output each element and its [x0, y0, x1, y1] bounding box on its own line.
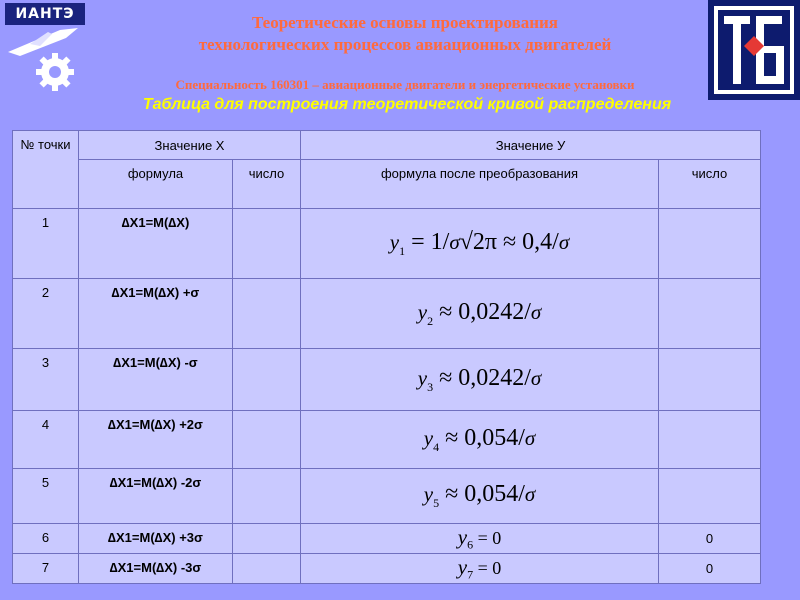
university-emblem — [708, 0, 800, 100]
x-number-cell — [233, 279, 301, 349]
table-row — [13, 349, 761, 411]
x-formula-cell: ∆Х1=М(∆Х) +2σ — [79, 411, 233, 469]
header-y-value: Значение У — [301, 131, 761, 160]
y-formula-cell — [301, 554, 659, 584]
table-row — [13, 469, 761, 524]
header-row-2 — [13, 160, 761, 209]
x-formula-cell: ∆Х1=М(∆Х) +σ — [79, 279, 233, 349]
row-number: 3 — [13, 349, 79, 411]
y-formula-cell — [301, 524, 659, 554]
title-line-1: Теоретические основы проектирования — [251, 13, 558, 32]
x-formula-cell: ∆Х1=М(∆Х) -2σ — [79, 469, 233, 524]
x-formula-cell: ∆Х1=М(∆Х) — [79, 209, 233, 279]
x-number-cell — [233, 411, 301, 469]
row-number: 2 — [13, 279, 79, 349]
emblem-icon — [708, 0, 800, 100]
header-point: № точки — [13, 131, 79, 209]
specialty-subtitle: Специальность 160301 – авиационные двигатели и энергетические установки — [175, 77, 635, 92]
x-number-cell — [233, 554, 301, 584]
y-formula-cell — [301, 469, 659, 524]
row-number: 6 — [13, 524, 79, 554]
formula-y1: $y_1 = 1/\sigma√2\pi \approx 0,4/\sigma$ — [389, 228, 570, 258]
table-row — [13, 554, 761, 584]
header-x-formula: формула — [79, 160, 233, 209]
y-number-cell — [659, 411, 761, 469]
row-number: 1 — [13, 209, 79, 279]
x-number-cell — [233, 349, 301, 411]
page-title — [100, 12, 710, 56]
table-row — [13, 411, 761, 469]
y-number-cell — [659, 349, 761, 411]
row-number: 4 — [13, 411, 79, 469]
table-row — [13, 524, 761, 554]
formula-y7: $y_7 = 0$ — [457, 554, 502, 582]
row-number: 7 — [13, 554, 79, 584]
x-number-cell — [233, 469, 301, 524]
x-number-cell — [233, 209, 301, 279]
formula-y6: $y_6 = 0$ — [457, 524, 502, 552]
x-formula-cell: ∆Х1=М(∆Х) +3σ — [79, 524, 233, 554]
x-formula-cell: ∆Х1=М(∆Х) -σ — [79, 349, 233, 411]
y-number-cell: 0 — [659, 524, 761, 554]
y-formula-cell — [301, 279, 659, 349]
institute-logo — [0, 0, 90, 100]
distribution-table — [12, 130, 761, 584]
airplane-gear-icon — [0, 0, 90, 100]
row-number: 5 — [13, 469, 79, 524]
formula-y2: $y_2 \approx 0,0242/\sigma$ — [417, 298, 542, 328]
title-line-2: технологических процессов авиационных двигателей — [198, 35, 612, 54]
header-y-formula: формула после преобразования — [301, 160, 659, 209]
y-number-cell — [659, 469, 761, 524]
header-x-number: число — [233, 160, 301, 209]
formula-y4: $y_4 \approx 0,054/\sigma$ — [423, 424, 536, 454]
y-number-cell — [659, 209, 761, 279]
formula-y3: $y_3 \approx 0,0242/\sigma$ — [417, 364, 542, 394]
table-row — [13, 209, 761, 279]
y-formula-cell — [301, 349, 659, 411]
section-title: Таблица для построения теоретической кривой распределения — [142, 96, 672, 113]
x-number-cell — [233, 524, 301, 554]
header-row-1 — [13, 131, 761, 160]
institute-logo-label: ИАНТЭ — [5, 3, 85, 25]
y-number-cell — [659, 279, 761, 349]
x-formula-cell: ∆Х1=М(∆Х) -3σ — [79, 554, 233, 584]
y-number-cell: 0 — [659, 554, 761, 584]
table-row — [13, 279, 761, 349]
y-formula-cell — [301, 411, 659, 469]
header-x-value: Значение Х — [79, 131, 301, 160]
header-y-number: число — [659, 160, 761, 209]
y-formula-cell — [301, 209, 659, 279]
formula-y5: $y_5 \approx 0,054/\sigma$ — [423, 481, 536, 510]
